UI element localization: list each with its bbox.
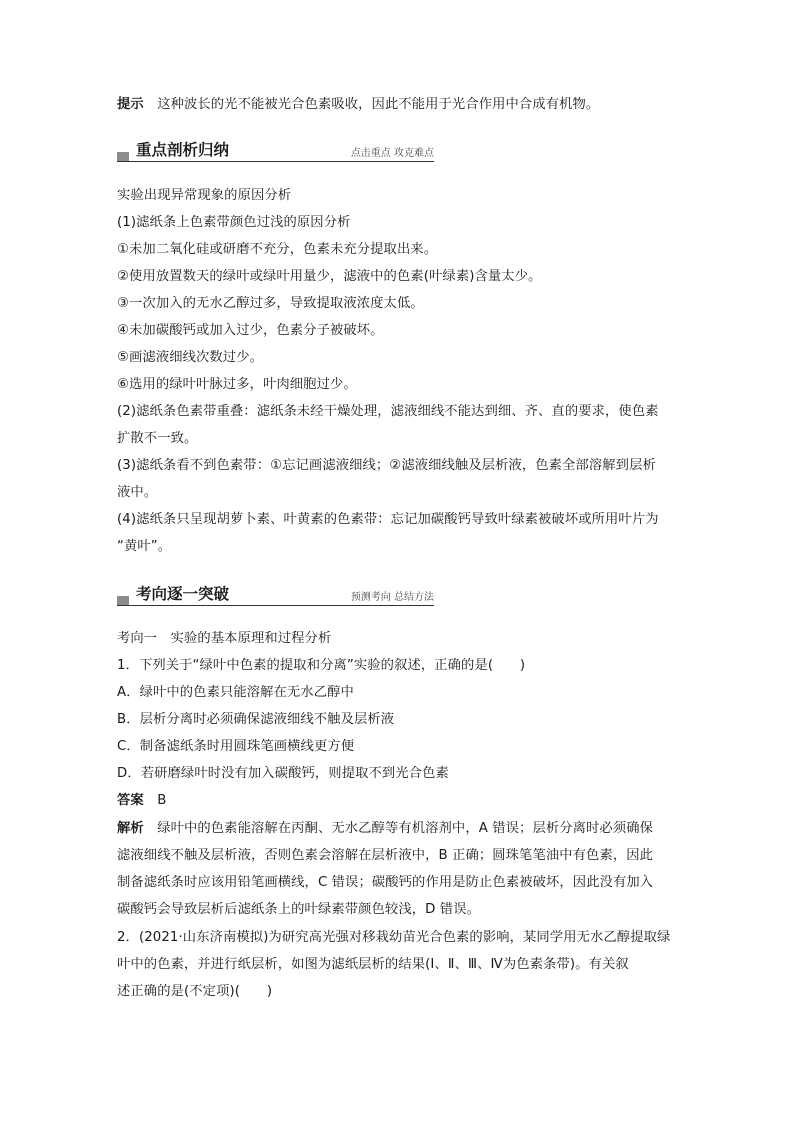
question-option-a: A．绿叶中的色素只能溶解在无水乙醇中: [117, 685, 354, 700]
topic-heading: 考向一 实验的基本原理和过程分析: [117, 631, 332, 646]
question-stem: 叶中的色素，并进行纸层析，如图为滤纸层析的结果(Ⅰ、Ⅱ、Ⅲ、Ⅳ为色素条带)。有关叙: [117, 957, 629, 972]
analysis-line: (2)滤纸条色素带重叠：滤纸条未经干燥处理，滤液细线不能达到细、齐、直的要求，使色素: [117, 404, 659, 419]
analysis-line: ⑥选用的绿叶叶脉过多，叶肉细胞过少。: [117, 377, 357, 392]
question-option-b: B．层析分离时必须确保滤液细线不触及层析液: [117, 712, 395, 727]
analysis-line: ⑤画滤液细线次数过少。: [117, 350, 263, 365]
explain-line: 滤液细线不触及层析液，否则色素会溶解在层析液中，B 正确；圆珠笔笔油中有色素，因此: [117, 848, 654, 863]
question-option-d: D．若研磨绿叶时没有加入碳酸钙，则提取不到光合色素: [117, 766, 449, 781]
explain-line: 解析 绿叶中的色素能溶解在丙酮、无水乙醇等有机溶剂中，A 错误；层析分离时必须确保: [117, 821, 654, 836]
analysis-line: 液中。: [117, 485, 158, 500]
question-option-c: C．制备滤纸条时用圆珠笔画横线更方便: [117, 739, 355, 754]
section-title: 考向逐一突破: [136, 585, 230, 603]
analysis-line: ③一次加入的无水乙醇过多，导致提取液浓度太低。: [117, 296, 424, 311]
section-header-exam-directions: [117, 584, 434, 606]
question-stem: 2．(2021·山东济南模拟)为研究高光强对移栽幼苗光合色素的影响，某同学用无水乙醇提取绿: [117, 930, 671, 945]
analysis-line: (3)滤纸条看不到色素带：①忘记画滤液细线；②滤液细线触及层析液，色素全部溶解到层析: [117, 458, 656, 473]
analysis-line: (4)滤纸条只呈现胡萝卜素、叶黄素的色素带：忘记加碳酸钙导致叶绿素被破坏或所用叶片为: [117, 512, 659, 527]
section-title: 重点剖析归纳: [136, 141, 230, 159]
analysis-line: ④未加碳酸钙或加入过少，色素分子被破坏。: [117, 323, 384, 338]
explain-label: 解析: [117, 821, 144, 836]
explain-line: 碳酸钙会导致层析后滤纸条上的叶绿素带颜色较浅，D 错误。: [117, 902, 480, 917]
analysis-line: 扩散不一致。: [117, 431, 198, 446]
question-stem: 述正确的是(不定项)( ): [117, 984, 273, 999]
section-header-key-analysis: [117, 140, 434, 162]
analysis-line: (1)滤纸条上色素带颜色过浅的原因分析: [117, 215, 351, 230]
section-rule: [117, 605, 434, 606]
analysis-line: ②使用放置数天的绿叶或绿叶用量少，滤液中的色素(叶绿素)含量太少。: [117, 269, 542, 284]
answer-value: B: [157, 793, 167, 808]
analysis-line: “黄叶”。: [117, 539, 172, 554]
analysis-heading: 实验出现异常现象的原因分析: [117, 188, 292, 203]
question-stem: 1．下列关于“绿叶中色素的提取和分离”实验的叙述，正确的是( ): [117, 658, 526, 673]
section-subtitle: 点击重点 攻克难点: [350, 148, 434, 159]
section-subtitle: 预测考向 总结方法: [350, 592, 434, 603]
explain-line: 制备滤纸条时应该用铅笔画横线，C 错误；碳酸钙的作用是防止色素被破坏，因此没有加入: [117, 875, 654, 890]
section-rule: [117, 161, 434, 162]
hint-text: 这种波长的光不能被光合色素吸收，因此不能用于光合作用中合成有机物。: [157, 97, 600, 112]
hint-line: [117, 96, 599, 114]
hint-label: 提示: [117, 97, 144, 112]
answer-line: [117, 792, 166, 810]
analysis-line: ①未加二氧化硅或研磨不充分，色素未充分提取出来。: [117, 242, 438, 257]
answer-label: 答案: [117, 793, 144, 808]
